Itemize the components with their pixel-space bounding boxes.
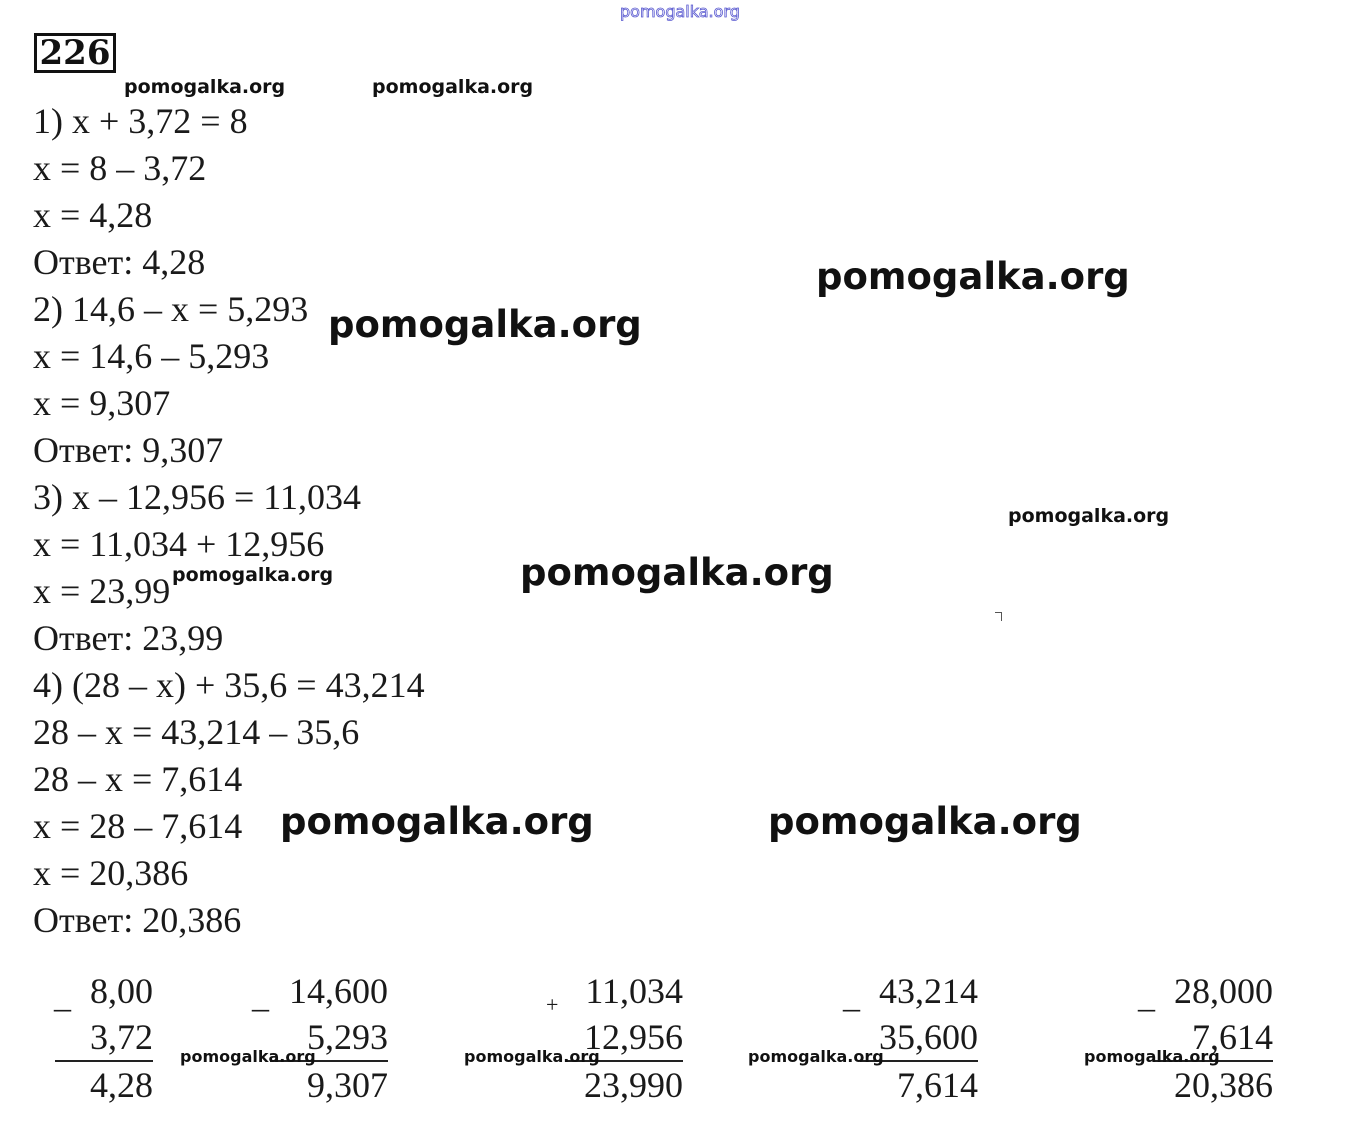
column-calculation-1	[55, 968, 153, 1108]
equation-4: 4) (28 – x) + 35,6 = 43,214	[33, 665, 425, 705]
column-4-top: 43,214	[879, 971, 978, 1011]
step-3b: x = 23,99	[33, 571, 171, 611]
watermark: pomogalka.org	[172, 564, 334, 586]
watermark: pomogalka.org	[1084, 1047, 1220, 1066]
column-3-operator: +	[546, 992, 559, 1017]
watermark: pomogalka.org	[372, 76, 534, 98]
column-1-result: 4,28	[90, 1065, 153, 1105]
column-calculation-4	[860, 968, 978, 1108]
step-1a: x = 8 – 3,72	[33, 148, 207, 188]
answer-3: Ответ: 23,99	[33, 618, 224, 658]
column-5-subtrahend: 7,614	[1155, 1014, 1273, 1062]
column-2-result: 9,307	[307, 1065, 388, 1105]
step-4a: 28 – x = 43,214 – 35,6	[33, 712, 360, 752]
column-2-top: 14,600	[289, 971, 388, 1011]
column-2-operator: _	[252, 978, 269, 1015]
equation-3: 3) x – 12,956 = 11,034	[33, 477, 361, 517]
step-4d: x = 20,386	[33, 853, 189, 893]
answer-4: Ответ: 20,386	[33, 900, 242, 940]
watermark: pomogalka.org	[464, 1047, 600, 1066]
equation-2: 2) 14,6 – x = 5,293	[33, 289, 309, 329]
column-calculation-5	[1155, 968, 1273, 1108]
step-4b: 28 – x = 7,614	[33, 759, 243, 799]
column-1-operator: _	[54, 978, 71, 1015]
column-1-top: 8,00	[90, 971, 153, 1011]
column-1-subtrahend: 3,72	[55, 1014, 153, 1062]
column-calculation-2	[270, 968, 388, 1108]
stray-mark	[995, 612, 1002, 621]
column-calculation-3	[565, 968, 683, 1108]
step-2a: x = 14,6 – 5,293	[33, 336, 270, 376]
column-3-top: 11,034	[585, 971, 683, 1011]
column-4-subtrahend: 35,600	[860, 1014, 978, 1062]
column-5-operator: _	[1138, 978, 1155, 1015]
step-4c: x = 28 – 7,614	[33, 806, 243, 846]
column-4-result: 7,614	[897, 1065, 978, 1105]
watermark: pomogalka.org	[768, 800, 1082, 843]
column-3-addend: 12,956	[565, 1014, 683, 1062]
problem-number: 226	[34, 33, 116, 73]
equation-1: 1) x + 3,72 = 8	[33, 101, 248, 141]
column-3-result: 23,990	[584, 1065, 683, 1105]
watermark: pomogalka.org	[520, 551, 834, 594]
column-4-operator: _	[843, 978, 860, 1015]
watermark: pomogalka.org	[816, 255, 1130, 298]
answer-1: Ответ: 4,28	[33, 242, 206, 282]
column-2-subtrahend: 5,293	[270, 1014, 388, 1062]
watermark: pomogalka.org	[1008, 505, 1170, 527]
step-1b: x = 4,28	[33, 195, 153, 235]
step-2b: x = 9,307	[33, 383, 171, 423]
watermark: pomogalka.org	[748, 1047, 884, 1066]
watermark: pomogalka.org	[328, 303, 642, 346]
column-5-result: 20,386	[1174, 1065, 1273, 1105]
watermark: pomogalka.org	[180, 1047, 316, 1066]
watermark: pomogalka.org	[124, 76, 286, 98]
watermark-top: pomogalka.org	[620, 2, 740, 21]
watermark: pomogalka.org	[280, 800, 594, 843]
answer-2: Ответ: 9,307	[33, 430, 224, 470]
step-3a: x = 11,034 + 12,956	[33, 524, 325, 564]
column-5-top: 28,000	[1174, 971, 1273, 1011]
